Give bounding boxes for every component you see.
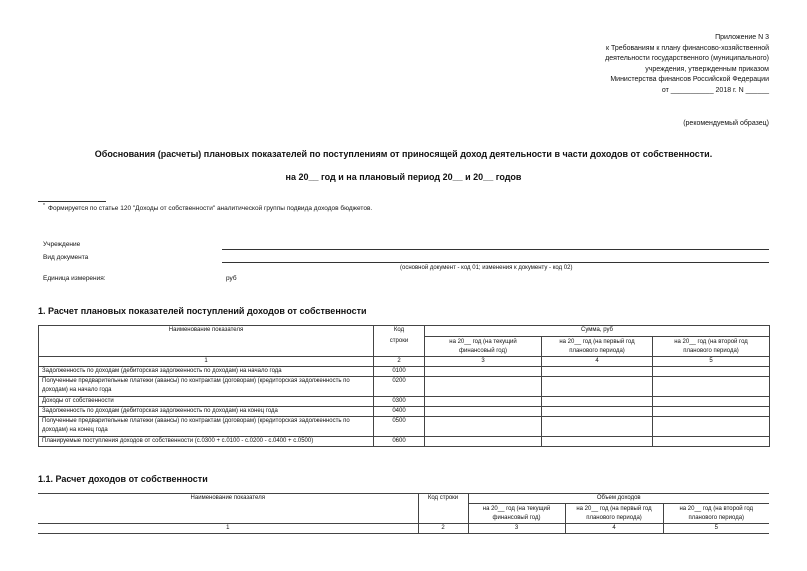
table-row [39, 417, 770, 437]
value-cell[interactable] [653, 437, 770, 447]
appendix-line: к Требованиям к плану финансово-хозяйственной [606, 44, 769, 52]
value-cell[interactable] [653, 417, 770, 437]
row-name: Доходы от собственности [39, 397, 374, 407]
unit-label: Единица измерения: [43, 275, 106, 282]
header-year-current: на 20__ год (на текущий финансовый год) [468, 504, 565, 524]
value-cell[interactable] [425, 377, 542, 397]
value-cell[interactable] [425, 397, 542, 407]
header-year-second: на 20__ год (на второй год планового периода) [653, 337, 770, 357]
institution-field[interactable] [222, 249, 769, 250]
appendix-line: деятельности государственного (муниципального) [605, 55, 769, 63]
row-code: 0200 [374, 377, 425, 397]
column-number: 2 [418, 524, 468, 534]
column-number: 5 [663, 524, 769, 534]
document-title: Обоснования (расчеты) плановых показателей по поступлениям от приносящей доход деятельности в части доходов от собственности. [94, 149, 713, 159]
table-row [39, 377, 770, 397]
value-cell[interactable] [653, 397, 770, 407]
header-code: Код строки [418, 494, 468, 504]
column-number: 4 [542, 357, 653, 367]
value-cell[interactable] [542, 437, 653, 447]
table-row [39, 367, 770, 377]
header-name-cont [38, 504, 418, 524]
row-name: Задолженность по доходам (дебиторская задолженность по доходам) на конец года [39, 407, 374, 417]
value-cell[interactable] [542, 397, 653, 407]
footnote-mark: * [43, 203, 45, 209]
section2-title: 1.1. Расчет доходов от собственности [38, 474, 208, 484]
header-sum: Сумма, руб [425, 326, 770, 337]
column-number: 1 [39, 357, 374, 367]
value-cell[interactable] [653, 407, 770, 417]
footnote-text: Формируется по статье 120 "Доходы от собственности" аналитической группы подвида доходов бюджетов. [48, 205, 373, 212]
value-cell[interactable] [425, 407, 542, 417]
header-volume: Объем доходов [468, 494, 769, 504]
value-cell[interactable] [542, 407, 653, 417]
appendix-line: Министерства финансов Российской Федерации [610, 76, 769, 84]
column-number: 3 [425, 357, 542, 367]
row-name: Полученные предварительные платежи (авансы) по контрактам (договорам) (кредиторская задолженность по доходам) на конец года [39, 417, 374, 437]
doctype-label: Вид документа [43, 254, 89, 261]
header-name: Наименование показателя [39, 326, 374, 337]
value-cell[interactable] [542, 367, 653, 377]
appendix-line: Приложение N 3 [715, 34, 769, 41]
recommended-sample-note: (рекомендуемый образец) [683, 120, 769, 127]
property-income-table [38, 493, 769, 534]
value-cell[interactable] [542, 377, 653, 397]
value-cell[interactable] [542, 417, 653, 437]
appendix-line: учреждения, утвержденным приказом [645, 65, 769, 73]
column-number: 2 [374, 357, 425, 367]
value-cell[interactable] [425, 417, 542, 437]
value-cell[interactable] [425, 437, 542, 447]
planned-revenue-table [38, 325, 770, 447]
value-cell[interactable] [653, 377, 770, 397]
doctype-hint: (основной документ - код 01; изменения к документу - код 02) [400, 265, 573, 271]
column-number: 1 [38, 524, 418, 534]
header-code-cont [418, 504, 468, 524]
row-name: Задолженность по доходам (дебиторская задолженность по доходам) на начало года [39, 367, 374, 377]
unit-value: руб [226, 275, 237, 282]
header-year-second: на 20__ год (на второй год планового периода) [663, 504, 769, 524]
header-name: Наименование показателя [38, 494, 418, 504]
value-cell[interactable] [425, 367, 542, 377]
table-row [39, 407, 770, 417]
header-code-cont: строки [374, 337, 425, 357]
appendix-line: от ___________ 2018 г. N ______ [661, 86, 769, 94]
institution-label: Учреждение [43, 241, 81, 248]
value-cell[interactable] [653, 367, 770, 377]
row-name: Планируемые поступления доходов от собственности (с.0300 + с.0100 - с.0200 - с.0400 + с.0500) [39, 437, 374, 447]
column-number: 5 [653, 357, 770, 367]
row-code: 0100 [374, 367, 425, 377]
row-code: 0400 [374, 407, 425, 417]
header-code: Код [374, 326, 425, 337]
header-year-first: на 20__ год (на первый год планового периода) [542, 337, 653, 357]
table-row [39, 397, 770, 407]
column-number: 3 [468, 524, 565, 534]
table-row [39, 437, 770, 447]
column-number: 4 [565, 524, 663, 534]
header-name-cont [39, 337, 374, 357]
footnote-divider [38, 201, 106, 202]
section1-title: 1. Расчет плановых показателей поступлений доходов от собственности [38, 306, 367, 316]
document-subtitle: на 20__ год и на плановый период 20__ и 20__ годов [285, 172, 522, 182]
header-year-current: на 20__ год (на текущий финансовый год) [425, 337, 542, 357]
row-code: 0300 [374, 397, 425, 407]
appendix-block [529, 33, 769, 97]
header-year-first: на 20__ год (на первый год планового периода) [565, 504, 663, 524]
row-name: Полученные предварительные платежи (авансы) по контрактам (договорам) (кредиторская задолженность по доходам) на начало года [39, 377, 374, 397]
row-code: 0500 [374, 417, 425, 437]
row-code: 0600 [374, 437, 425, 447]
doctype-field[interactable] [222, 262, 769, 263]
